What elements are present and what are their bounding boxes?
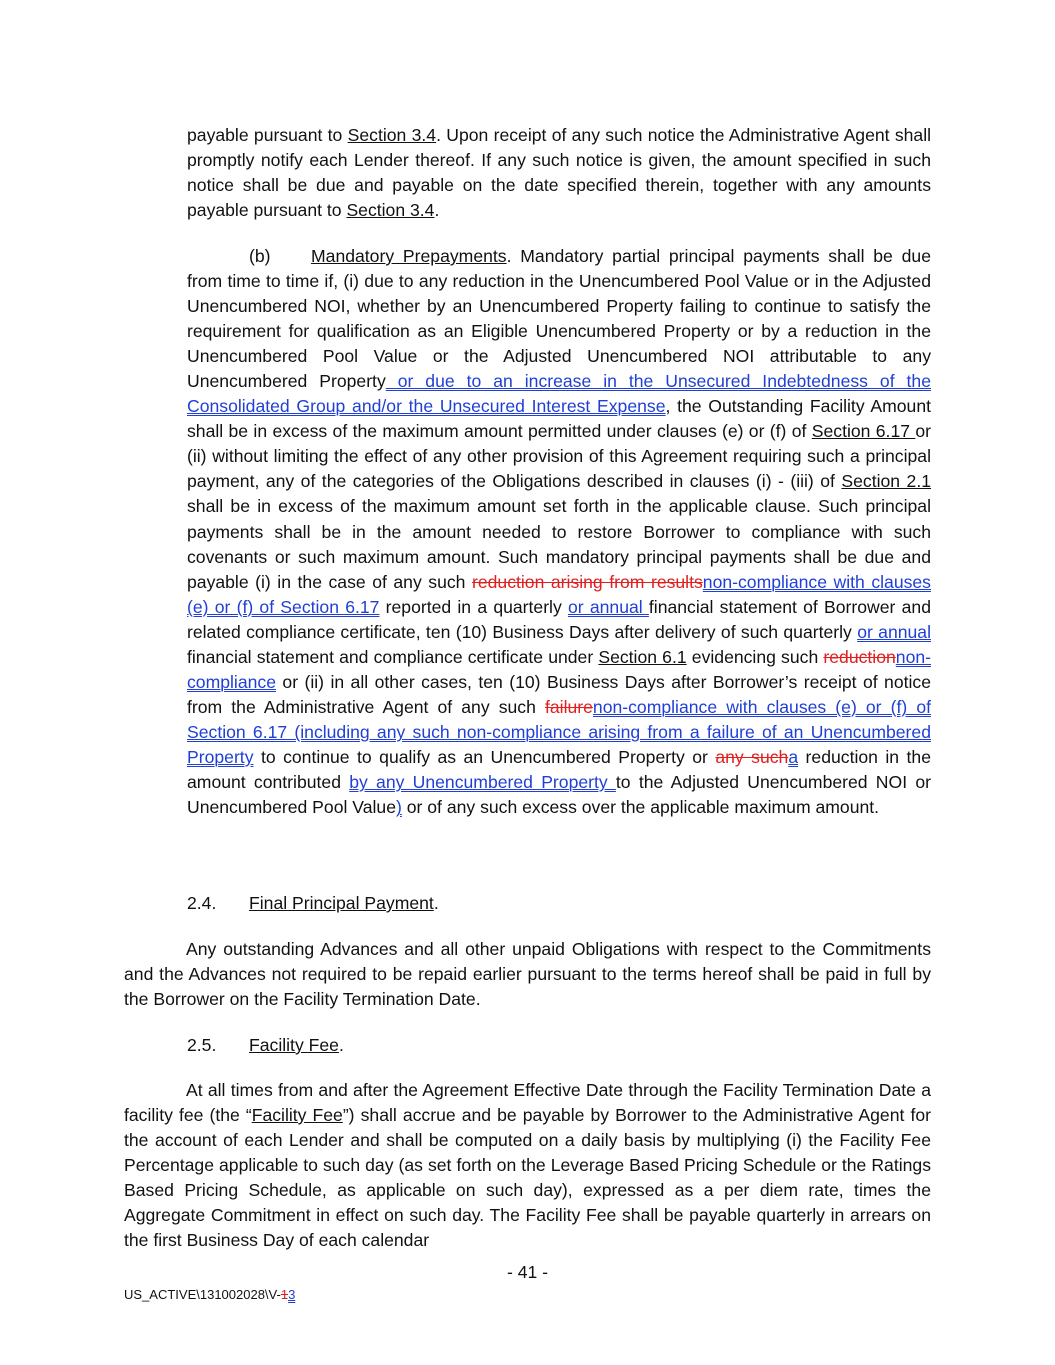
text: reduction in the amount contributed (187, 746, 931, 792)
section-number: 2.5. (187, 1035, 217, 1055)
section-heading-2-5 (187, 1033, 344, 1058)
inserted-text: a (788, 746, 799, 767)
deleted-text: 1 (280, 1287, 289, 1302)
page-number: - 41 - (506, 1262, 549, 1282)
deleted-text: any such (715, 746, 789, 767)
text: financial statement and compliance certificate under (187, 646, 599, 667)
inserted-text: by any Unencumbered Property (349, 771, 616, 792)
section-reference: Section 6.1 (598, 646, 687, 667)
section-title: Facility Fee (249, 1035, 339, 1055)
text: . Mandatory partial principal payments shall be due from time to time if, (i) due to any reduction in the Unencumbered Pool Value or in the Adjusted Unencumbered NOI, whether by an Unencumbered Property failing to continue to satisfy the requirement for qualification as an Eligible Unencumbered Property or by a reduction in the Unencumbered Pool Value or the Adjusted Unencumbered NOI attributable to any Unencumbered Property (187, 246, 931, 392)
text: payable pursuant to (187, 125, 348, 145)
section-reference: Section 6.17 (811, 421, 916, 442)
inserted-text: non-compliance (187, 646, 931, 692)
deleted-text: reduction arising from results (471, 571, 703, 592)
text: . (433, 893, 439, 913)
text: or (ii) without limiting the effect of any other provision of this Agreement requiring such a principal payment, any of the categories of the Obligations described in clauses (i) - (iii) of (187, 421, 932, 492)
deleted-text: reduction (823, 646, 896, 667)
clause-title: Mandatory Prepayments (311, 246, 507, 266)
paragraph-mandatory-prepayments (187, 244, 931, 820)
text: Any outstanding Advances and all other unpaid Obligations with respect to the Commitments and the Advances not required to be repaid earlier pursuant to the terms hereof shall be paid in full by the Borrower on the Facility Termination Date. (124, 939, 931, 1010)
inserted-text: non-compliance with clauses (e) or (f) of Section 6.17 (including any such non-compliance arising from a failure of an Unencumbered Property (187, 696, 931, 767)
paragraph-continuation (187, 123, 931, 223)
paragraph-facility-fee (124, 1078, 931, 1253)
inserted-text: or annual (857, 621, 931, 642)
text: ”) shall accrue and be payable by Borrower to the Administrative Agent for the account of each Lender and shall be computed on a daily basis by multiplying (i) the Facility Fee Percentage applicable to such day (as set forth on the Leverage Based Pricing Schedule or the Ratings Based Pricing Schedule, as applicable on such day), expressed as a per diem rate, times the Aggregate Commitment in effect on such day. The Facility Fee shall be payable quarterly in arrears on the first Business Day of each calendar (124, 1105, 931, 1251)
inserted-text: or due to an increase in the Unsecured Indebtedness of the Consolidated Group and/or the Unsecured Interest Expense (187, 371, 931, 417)
text: or (ii) in all other cases, ten (10) Business Days after Borrower’s receipt of notice from the Administrative Agent of any such (187, 671, 931, 717)
paragraph-final-principal-payment (124, 937, 931, 1012)
text: . (338, 1035, 344, 1055)
text: to continue to qualify as an Unencumbered Property or (253, 746, 716, 767)
text: evidencing such (686, 646, 824, 667)
section-reference: Section 3.4 (347, 125, 437, 145)
section-title: Final Principal Payment (249, 893, 434, 913)
inserted-text: non-compliance with clauses (e) or (f) of Section 6.17 (187, 571, 931, 617)
text: At all times from and after the Agreement Effective Date through the Facility Termination Date a facility fee (the “ (124, 1080, 931, 1126)
document-id-text: US_ACTIVE\131002028\V- (124, 1287, 281, 1302)
text: reported in a quarterly (379, 596, 568, 617)
inserted-text: ) (395, 797, 402, 818)
defined-term: Facility Fee (251, 1105, 343, 1126)
section-reference: Section 3.4 (346, 200, 435, 221)
section-heading-2-4 (187, 891, 439, 916)
document-id (124, 1287, 295, 1302)
text: . (434, 200, 440, 221)
deleted-text: failure (544, 696, 593, 717)
section-number: 2.4. (187, 893, 217, 913)
text: . Upon receipt of any such notice the Administrative Agent shall promptly notify each Lender thereof. If any such notice is given, the amount specified in such notice shall be due and payable on the date specified therein, together with any amounts payable pursuant to (187, 125, 932, 221)
text: , the Outstanding Facility Amount shall be in excess of the maximum amount permitted under clauses (e) or (f) of (187, 396, 932, 442)
section-reference: Section 2.1 (841, 471, 931, 492)
inserted-text: or annual (567, 596, 649, 617)
text: financial statement of Borrower and related compliance certificate, ten (10) Business Days after delivery of such quarterly (187, 596, 931, 642)
inserted-text: 3 (288, 1287, 296, 1302)
text: or of any such excess over the applicable maximum amount. (401, 797, 880, 818)
clause-label: (b) (249, 246, 271, 266)
text: to the Adjusted Unencumbered NOI or Unencumbered Pool Value (187, 771, 931, 818)
text: shall be in excess of the maximum amount set forth in the applicable clause. Such principal payments shall be in the amount needed to restore Borrower to compliance with such covenants or such maximum amount. Such mandatory principal payments shall be due and payable (i) in the case of any such (187, 496, 931, 592)
